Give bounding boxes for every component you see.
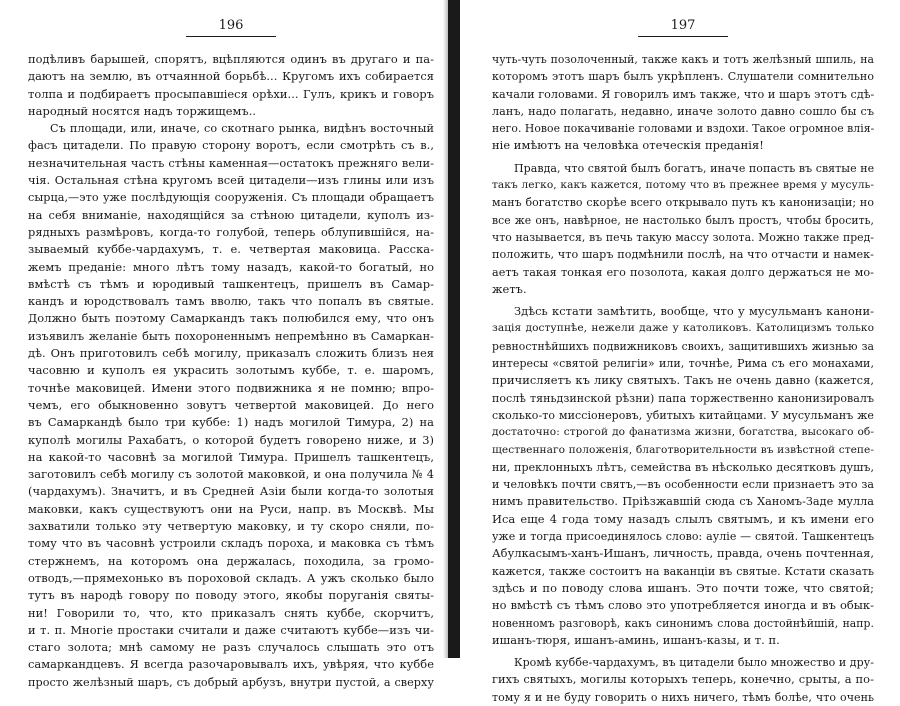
text-line: фасъ цитадели. По правую сторону воротъ, если смотрѣть съ в., [28,138,434,153]
text-line: изъявилъ желаніе быть похороненнымъ непремѣнно въ Самаркан- [28,329,434,343]
text-line: уже и тогда присоединялось слово: ауліе — святой. Ташкентецъ [492,530,874,544]
text-line: Кромѣ куббе-чардахумъ, въ цитадели было множество и дру- [514,656,874,670]
text-line: стаго золота; мнѣ самому не разъ случалось слышать это отъ [28,640,434,655]
text-line: Иса еще 4 года тому назадъ слылъ святымъ, и къ имени его [492,511,874,526]
text-line: ніе имѣютъ на человѣка отеческія преданія! [492,138,764,153]
text-line: качали головами. Я говорилъ имъ также, что и шаръ этотъ сдѣ- [492,87,875,101]
text-line: и человѣкъ почти святъ,—въ особенности если признаетъ это за [492,478,874,492]
right-page-text [492,51,874,706]
text-line: достаточно: строгой до фанатизма жизни, богатства, высокаго об- [492,426,874,439]
text-line: незначительная часть стѣны каменная—остатокъ прежняго вели- [28,155,434,170]
text-line: часовню и куполъ ея украсить золотымъ куббе, т. е. шаромъ, [28,363,434,378]
text-line: новенномъ разговорѣ, какъ синонимъ слова достойнѣйшій, напр. [492,616,874,630]
text-line: самаркандцевъ. Я всегда разочаровывалъ ихъ, увѣряя, что куббе [28,657,434,672]
text-line: причисляетъ къ лику святыхъ. Такъ не очень давно (кажется, [492,373,874,388]
text-line: Съ площади, или, иначе, со скотнаго рынка, видѣнъ восточный [50,122,434,136]
text-line: просто желѣзный шаръ, съ добрый арбузъ, внутри пустой, а сверху [28,675,434,689]
book-gutter [448,0,460,658]
text-line: куполѣ могилы Рахабатъ, о которой будетъ говорено ниже, и 3) [28,432,434,447]
text-line: зываемый куббе-чардахумъ, т. е. четвертая маковица. Расска- [28,242,434,257]
text-line: нимъ правительство. Пріѣзжавшій сюда съ Ханомъ-Заде мулла [492,495,874,509]
text-line: положить, что шаръ подмѣнили послѣ, на что отчасти и намек- [492,248,874,262]
text-line: захватили только эту четвертую маковку, и ту скоро сняли, по- [28,519,434,534]
text-line: въ Самаркандѣ было три куббе: 1) надъ могилой Тимура, 2) на [28,415,434,430]
text-line: чемъ, его обыкновенно зовутъ четвертой маковицей. До него [28,397,434,412]
text-line: Правда, что святой былъ богатъ, иначе попасть въ святые не [514,161,875,175]
text-line: манъ богатство скорѣе всего открывало путь къ канонизаціи; но [492,196,874,210]
text-line: жетъ. [492,281,527,296]
text-line: которомъ этотъ шаръ былъ укрѣпленъ. Слушатели сомнительно [492,70,874,84]
text-line: тому что въ часовнѣ устроили складъ пороха, и маковка съ тѣмъ [28,536,434,551]
text-line: на какой-то часовнѣ за могилой Тимура. Пришелъ ташкентецъ, [28,449,434,464]
text-line: послѣ тяньдзинской рѣзни) папа торжественно канонизировалъ [492,391,874,405]
text-line: подѣливъ барышей, спорятъ, вцѣпляются одинъ въ другаго и па- [28,52,434,66]
text-line: тому я и не буду говорить о нихъ ничего, тѣмъ болѣе, что очень [492,690,874,704]
text-line: здѣсь и по поводу слова ишанъ. Это почти тоже, что святой; [492,580,874,595]
text-line: вмѣстѣ съ тѣмъ и юродивый ташкентецъ, пришелъ въ Самар- [28,276,434,291]
text-line: точнѣе маковицей. Имени этого подвижника я не помню; впро- [28,380,434,395]
left-page-text [28,51,434,691]
text-line: Здѣсь кстати замѣтить, вообще, что у мусульманъ канони- [514,304,874,319]
text-line: ланъ, надо полагать, недавно, иначе золото давно сошло бы съ [492,104,874,118]
text-line: ревностнѣйшихъ подвижниковъ своихъ, защитившихъ жизнью за [492,339,874,353]
left-page [0,0,450,689]
text-line: щественнаго положенія, благотворительности въ извѣстной степе- [492,443,874,456]
right-page [460,0,900,704]
text-line: и т. п. Многіе простаки считали и даже считаютъ куббе—изъ чи- [28,622,434,637]
text-line: интересы «святой религіи» или, точнѣе, Рима съ его монахами, [492,357,874,371]
text-line: Абулкасымъ-ханъ-Ишанъ, личность, правда, очень почтенная, [492,546,874,561]
text-line: ни, преклонныхъ лѣтъ, семейства въ нѣсколько десятковъ душъ, [492,460,874,474]
text-line: тутъ въ народѣ говору по поводу этого, якобы поруганія святы- [28,588,434,603]
text-line: толпа и подбираетъ просыпавшіеся орѣхи... Гулъ, крикъ и говоръ [28,86,434,101]
text-line: маковки, какъ существуютъ они на Руси, напр. въ Москвѣ. Мы [28,501,434,516]
text-line: отводъ,—прямехонько въ пороховой складъ. А ужъ сколько было [28,570,434,585]
text-line: все же онъ, навѣрное, не настолько былъ простъ, чтобы бросить, [492,213,874,227]
text-line: него. Новое покачиваніе головами и вздохи. Такое огромное влія- [492,122,875,136]
text-line: народный носятся надъ торжищемъ.. [28,103,257,118]
left-page-number: 196 [186,16,276,37]
text-line: дѣ. Онъ приготовилъ себѣ могилу, приказалъ сложить близъ нея [28,346,434,361]
text-line: даютъ на землю, въ отчаянной борьбѣ... Кругомъ ихъ собирается [28,69,434,84]
text-line: сколько-то миссіонеровъ, убитыхъ китайцами. У мусульманъ же [492,408,874,422]
text-line: кажется, также состоитъ на ваканціи въ святые. Кстати сказать [492,564,874,578]
text-line: чія. Остальная стѣна кругомъ всей цитадели—изъ глины или изъ [28,173,434,188]
text-line: чуть-чуть позолоченный, также какъ и тотъ желѣзный шпиль, на [492,53,874,66]
text-line: такъ легко, какъ кажется, потому что въ прежнее время у мусуль- [492,179,874,192]
text-line: кандъ и юродствовалъ тамъ вволю, такъ что попалъ въ святые. [28,294,434,309]
text-line: стержнемъ, на которомъ она держалась, походила, за громо- [28,553,434,568]
text-line: рядныхъ размѣровъ, когда-то голубой, теперь облупившійся, на- [28,224,434,239]
text-line: сырца,—это уже послѣдующія сооруженія. Съ площади обращаетъ [28,191,434,205]
right-page-number: 197 [638,16,728,37]
text-line: заготовилъ себѣ могилу съ золотой маковкой, и она получила № 4 [28,467,434,482]
text-line: аетъ такая тонкая его позолота, какая долго держаться не мо- [492,265,874,279]
text-line: ишанъ-тюря, ишанъ-аминь, ишанъ-казы, и т. п. [492,632,780,647]
text-line: что называется, въ печь такую массу золота. Можно также пред- [492,230,874,244]
text-line: ни! Говорили то, что, кто приказалъ снять куббе, скорчитъ, [28,605,434,620]
text-line: зація доступнѣе, нежели даже у католиковъ. Католицизмъ только [492,322,874,335]
text-line: на себя вниманіе, находящійся за стѣною цитадели, куполъ из- [28,207,434,222]
text-line: жемъ преданіе: много лѣтъ тому назадъ, какой-то богатый, но [28,259,434,274]
text-line: (чардахумъ). Значитъ, и въ Средней Азіи были когда-то золотыя [28,484,434,499]
text-line: Должно быть поэтому Самаркандъ такъ полюбился ему, что онъ [28,311,434,326]
text-line: гихъ святыхъ, могилы которыхъ теперь, конечно, срыты, а по- [492,672,874,687]
text-line: но вмѣстѣ съ тѣмъ слово это употребляется иногда и въ обык- [492,598,874,613]
